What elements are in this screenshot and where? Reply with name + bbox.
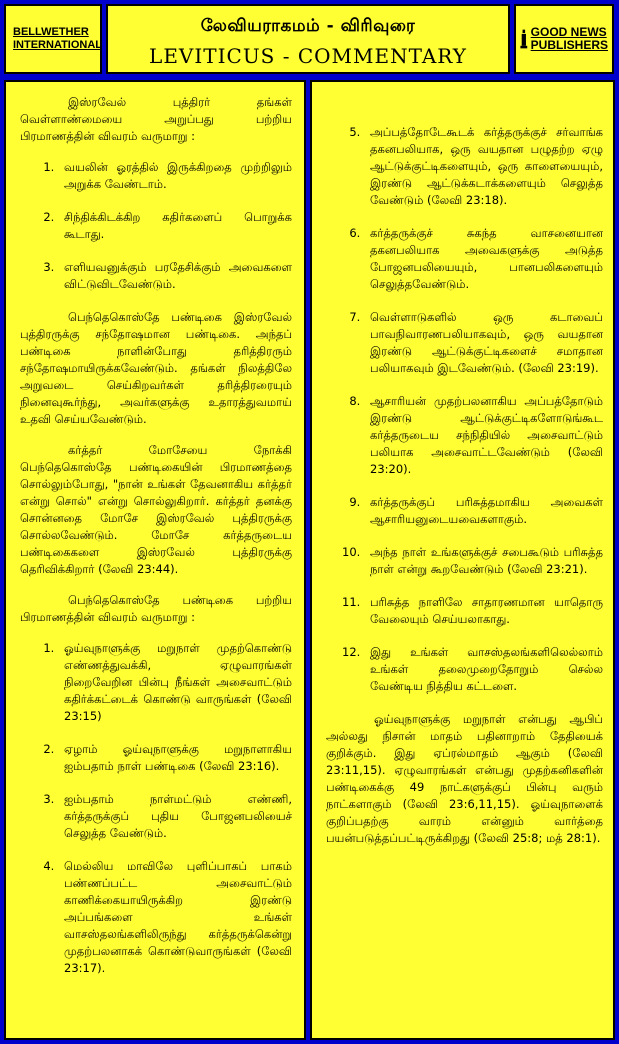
harvest-rules-list — [20, 159, 292, 293]
left-column — [4, 80, 306, 1040]
list-item: 12. இது உங்கள் வாசஸ்தலங்களிலெல்லாம் உங்கள் தலைமுறைதோறும் செல்ல வேண்டிய நித்திய கட்டளை. — [364, 644, 603, 695]
list-item: 6. கர்த்தருக்குச் சுகந்த வாசனையான தகனபலியாக அவைகளுக்கு அடுத்த போஜனபலியையும், பானபலிகளையும் செலுத்தவேண்டும். — [364, 225, 603, 293]
logo-right-line2: PUBLISHERS — [530, 38, 608, 52]
list-item: 2. ஏழாம் ஓய்வுநாளுக்கு மறுநாளாகிய ஐம்பதாம் நாள் பண்டிகை (லேவி 23:16). — [58, 741, 292, 775]
logo-left-line1: BELLWETHER — [13, 26, 89, 38]
list-item: 1. ஓய்வுநாளுக்கு மறுநாள் முதற்கொண்டு எண்ணத்துவக்கி, ஏழுவாரங்கள் நிறைவேறின பின்பு நீங்கள் அசைவாட்டும் கதிர்க்கட்டைக் கொண்டு வாருங்கள் (லேவி 23:15) — [58, 640, 292, 725]
closing-paragraph: ஓய்வுநாளுக்கு மறுநாள் என்பது ஆபிப் அல்லது நிசான் மாதம் பதினாறாம் தேதியைக் குறிக்கும். இது ஏப்ரல்மாதம் ஆகும் (லேவி 23:11,15). ஏழுவாரங்கள் என்பது முதற்கனிகளின் பண்டிகைக்கு 49 நாட்களுக்குப் பின்பு வரும் நாட்களாகும் (லேவி 23:6,11,15). ஓய்வுநாளைக் குறிப்பதற்கு வாரம் என்னும் வார்த்தை பயன்படுத்தப்பட்டிருக்கிறது (லேவி 25:8; மத் 28:1). — [326, 712, 603, 845]
page-title-english: LEVITICUS - COMMENTARY — [149, 44, 467, 68]
goodnews-logo — [514, 4, 614, 74]
paragraph: பெந்தெகொஸ்தே பண்டிகை இஸ்ரவேல் புத்திரருக்கு சந்தோஷமான பண்டிகை. அந்தப் பண்டிகை நாளின்போது தரித்திரரும் சந்தோஷமாயிருக்கவேண்டும். தங்கள் நிலத்திலே அறுவடை செய்கிறவர்கள் தரித்திரரையும் நினைவுகூர்ந்து, அவர்களுக்கு உதாரத்துவமாய் உதவி செய்யவேண்டும். — [20, 310, 292, 426]
paragraph: கர்த்தர் மோசேயை நோக்கி பெந்தெகொஸ்தே பண்டிகையின் பிரமாணத்தை சொல்லும்போது, "நான் உங்கள் தேவனாகிய கர்த்தர் என்று சொல்" என்று சொல்லுகிறார். கர்த்தர் தனக்கு சொன்னதை மோசே இஸ்ரவேல் புத்திரருக்கு சொல்லவேண்டும். மோசே கர்த்தருடைய பண்டிகைகளை இஸ்ரவேல் புத்திரருக்கு தெரிவிக்கிறார் (லேவி 23:44). — [20, 443, 292, 576]
list-item: 9. கர்த்தருக்குப் பரிசுத்தமாகிய அவைகள் ஆசாரியனுடையவைகளாகும். — [364, 494, 603, 528]
title-banner — [106, 4, 510, 74]
list-item: 3. எளியவனுக்கும் பரதேசிக்கும் அவைகளை விட்டுவிடவேண்டும். — [58, 259, 292, 293]
right-column — [310, 80, 615, 1040]
list-item: 8. ஆசாரியன் முதற்பலனாகிய அப்பத்தோடும் இரண்டு ஆட்டுக்குட்டிகளோடுங்கூட கர்த்தருடைய சந்நிதியில் அசைவாட்டும் பலியாக அசைவாட்டவேண்டும் (லேவி 23:20). — [364, 393, 603, 478]
bellwether-logo — [4, 4, 102, 74]
logo-left-line2: INTERNATIONAL — [13, 39, 103, 51]
paragraph: பெந்தெகொஸ்தே பண்டிகை பற்றிய பிரமாணத்தின் விவரம் வருமாறு : — [20, 593, 292, 624]
list-item: 3. ஐம்பதாம் நாள்மட்டும் எண்ணி, கர்த்தருக்குப் புதிய போஜனபலியைச் செலுத்த வேண்டும். — [58, 791, 292, 842]
tower-icon — [520, 15, 528, 63]
list-item: 1. வயலின் ஓரத்தில் இருக்கிறதை முற்றிலும் அறுக்க வேண்டாம். — [58, 159, 292, 193]
list-item: 10. அந்த நாள் உங்களுக்குச் சபைகூடும் பரிசுத்த நாள் என்று கூறவேண்டும் (லேவி 23:21). — [364, 544, 603, 578]
list-item: 4. மெல்லிய மாவிலே புளிப்பாகப் பாகம் பண்ணப்பட்ட அசைவாட்டும் காணிக்கையாயிருக்கிற இரண்டு அப்பங்களை உங்கள் வாசஸ்தலங்களிலிருந்து கர்த்தருக்கென்று முதற்பலனாகக் கொண்டுவாருங்கள் (லேவி 23:17). — [58, 858, 292, 977]
pentecost-rules-list — [20, 640, 292, 977]
page-title-tamil: லேவியராகமம் - விரிவுரை — [200, 16, 416, 36]
pentecost-rules-list-continued — [326, 124, 603, 695]
list-item: 2. சிந்திக்கிடக்கிற கதிர்களைப் பொறுக்க கூடாது. — [58, 209, 292, 243]
list-item: 7. வெள்ளாடுகளில் ஒரு கடாவைப் பாவநிவாரணபலியாகவும், ஒரு வயதான இரண்டு ஆட்டுக்குட்டிகளைச் சமாதான பலியாகவும் இடவேண்டும். (லேவி 23:19). — [364, 309, 603, 377]
intro-paragraph: இஸ்ரவேல் புத்திரர் தங்கள் வெள்ளாண்மையை அறுப்பது பற்றிய பிரமாணத்தின் விவரம் வருமாறு : — [20, 95, 292, 143]
list-item: 11. பரிசுத்த நாளிலே சாதாரணமான யாதொரு வேலையும் செய்யலாகாது. — [364, 594, 603, 628]
list-item: 5. அப்பத்தோடேகூடக் கர்த்தருக்குச் சர்வாங்க தகனபலியாக, ஒரு வயதான பழுதற்ற ஏழு ஆட்டுக்குட்டிகளையும், ஒரு காளையையும், இரண்டு ஆட்டுக்கடாக்களையும் செலுத்த வேண்டும் (லேவி 23:18). — [364, 124, 603, 209]
logo-right-line1: GOOD NEWS — [530, 25, 607, 39]
